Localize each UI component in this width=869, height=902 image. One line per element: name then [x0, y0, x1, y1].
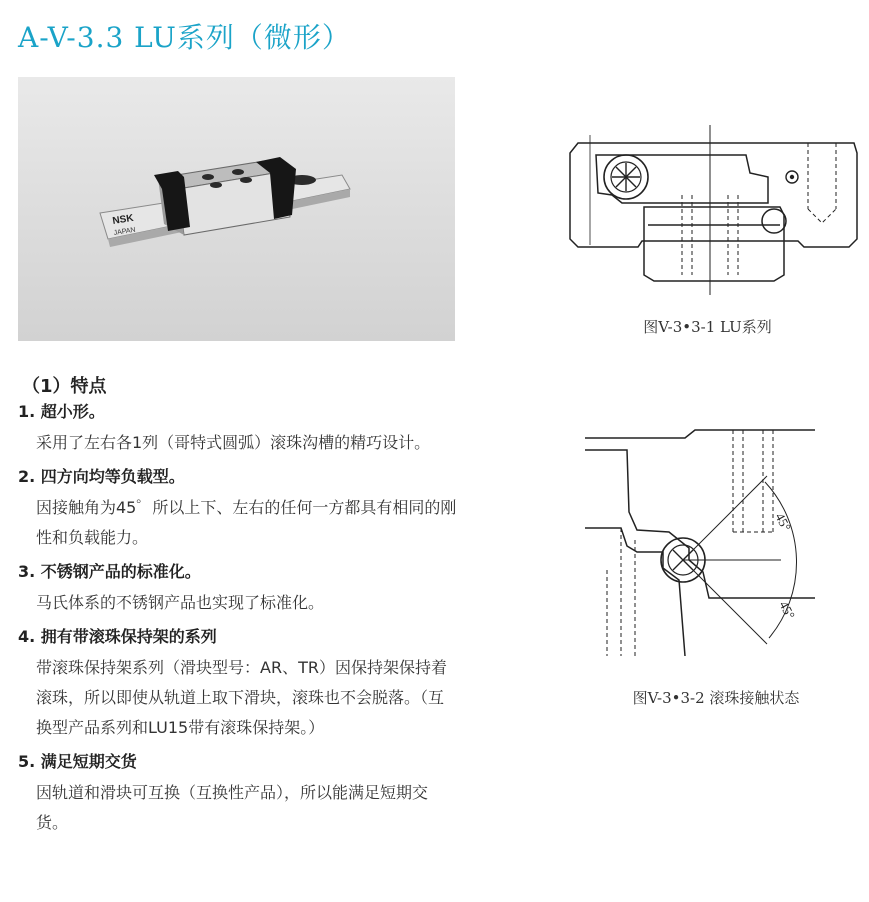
contact-angle-labels: [772, 510, 798, 621]
feature-heading: 3. 不锈钢产品的标准化。: [18, 562, 201, 581]
feature-body: 采用了左右各1列（哥特式圆弧）滚珠沟槽的精巧设计。: [36, 433, 431, 452]
feature-item: [18, 465, 458, 553]
rail-brand-text: NSK: [111, 212, 135, 227]
feature-heading: 5. 满足短期交货: [18, 752, 137, 771]
lu-series-cross-section-figure: [560, 125, 860, 300]
product-photo: [18, 77, 455, 341]
feature-item: [18, 750, 458, 838]
feature-item: [18, 560, 458, 618]
feature-body: 因轨道和滑块可互换（互换性产品），所以能满足短期交货。: [36, 783, 429, 832]
section-title: （1）特点: [22, 376, 107, 397]
feature-body: 马氏体系的不锈钢产品也实现了标准化。: [36, 593, 325, 612]
feature-body: 带滚珠保持架系列（滑块型号：AR、TR）因保持架保持着滚珠，所以即使从轨道上取下滑块，滚珠也不会脱落。（互换型产品系列和LU15带有滚珠保持架。）: [36, 658, 447, 737]
feature-heading: 1. 超小形。: [18, 402, 105, 421]
angle-lower-label: 45°: [776, 598, 799, 622]
ball-contact-figure: [585, 420, 815, 660]
figure-1-caption: 图V-3•3-1 LU系列: [643, 318, 772, 336]
feature-item: [18, 400, 458, 458]
feature-heading: 4. 拥有带滚珠保持架的系列: [18, 627, 217, 646]
rail-origin-text: JAPAN: [113, 226, 137, 237]
page-title: A-V-3.3 LU系列（微形）: [18, 21, 351, 54]
figure-2-caption: 图V-3•3-2 滚珠接触状态: [632, 689, 800, 707]
angle-upper-label: 45°: [772, 510, 795, 534]
feature-item: [18, 625, 458, 743]
feature-body: 因接触角为45゜所以上下、左右的任何一方都具有相同的刚性和负载能力。: [36, 498, 457, 547]
feature-list: [18, 400, 458, 845]
feature-heading: 2. 四方向均等负载型。: [18, 467, 185, 486]
